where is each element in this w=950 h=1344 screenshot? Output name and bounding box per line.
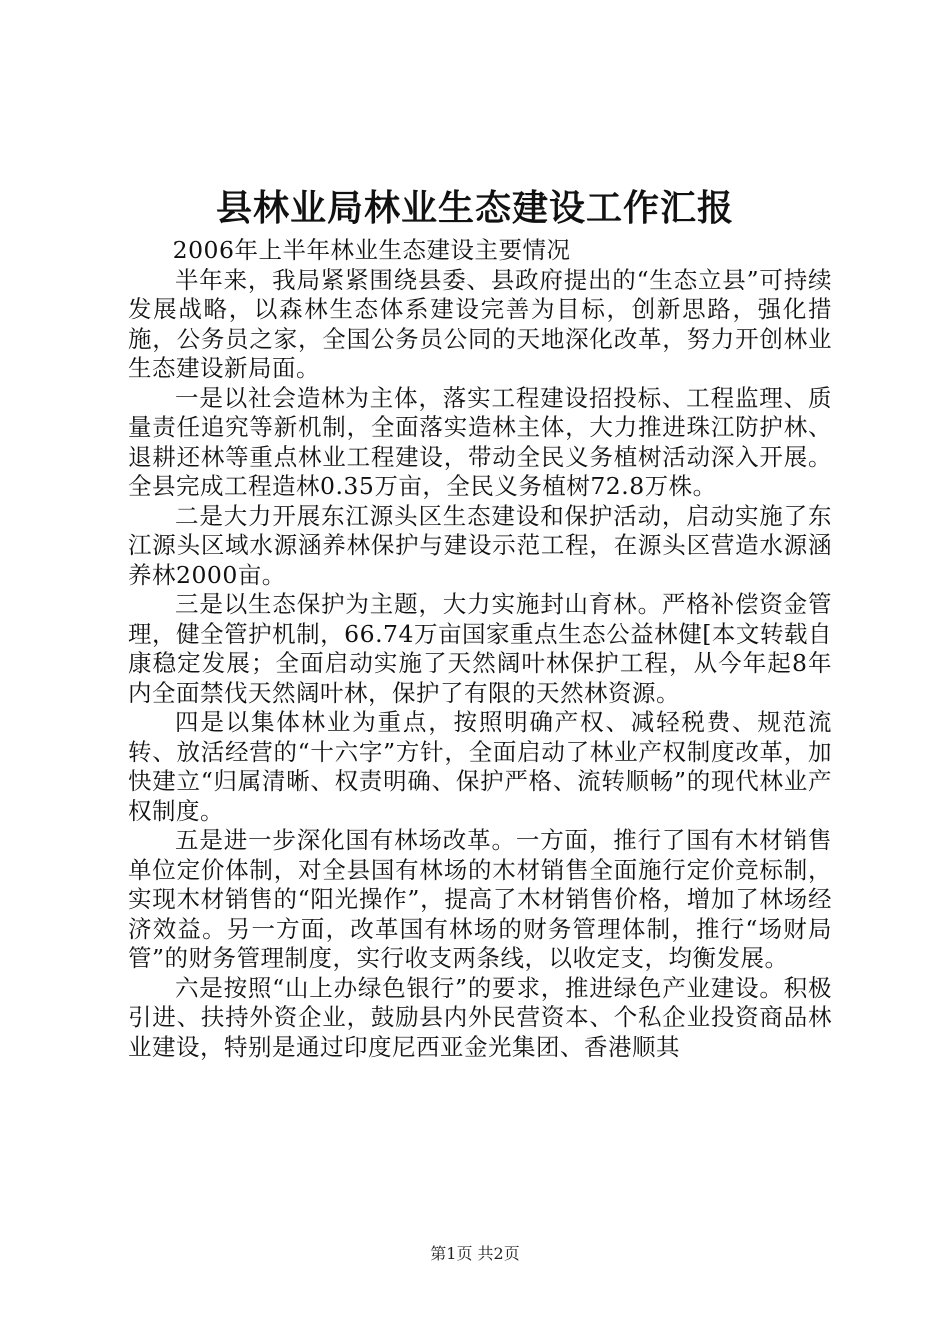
paragraph-item-5: 五是进一步深化国有林场改革。一方面，推行了国有木材销售单位定价体制，对全县国有林场的木材销售全面施行定价竞标制，实现木材销售的“阳光操作”，提高了木材销售价格，增加了林场经济效益。另一方面，改革国有林场的财务管理体制，推行“场财局管”的财务管理制度，实行收支两条线，以收定支，均衡发展。 [128,826,832,972]
paragraph-item-4: 四是以集体林业为重点，按照明确产权、减轻税费、规范流转、放活经营的“十六字”方针，全面启动了林业产权制度改革，加快建立“归属清晰、权责明确、保护严格、流转顺畅”的现代林业产权制度。 [128,708,832,825]
page-number-footer: 第1页 共2页 [430,1244,520,1263]
document-body [128,236,832,1062]
paragraph-item-3: 三是以生态保护为主题，大力实施封山育林。严格补偿资金管理，健全管护机制，66.74万亩国家重点生态公益林健[本文转载自康稳定发展；全面启动实施了天然阔叶林保护工程，从今年起8年内全面禁伐天然阔叶林，保护了有限的天然林资源。 [128,590,832,707]
paragraph-item-6: 六是按照“山上办绿色银行”的要求，推进绿色产业建设。积极引进、扶持外资企业，鼓励县内外民营资本、个私企业投资商品林业建设，特别是通过印度尼西亚金光集团、香港顺其 [128,973,832,1061]
paragraph-item-2: 二是大力开展东江源头区生态建设和保护活动，启动实施了东江源头区域水源涵养林保护与建设示范工程，在源头区营造水源涵养林2000亩。 [128,501,832,589]
paragraph-intro: 半年来，我局紧紧围绕县委、县政府提出的“生态立县”可持续发展战略，以森林生态体系建设完善为目标，创新思路，强化措施，公务员之家，全国公务员公同的天地深化改革，努力开创林业生态建设新局面。 [128,265,832,382]
section-subheading: 2006年上半年林业生态建设主要情况 [172,236,571,264]
document-title: 县林业局林业生态建设工作汇报 [215,187,734,229]
paragraph-item-1: 一是以社会造林为主体，落实工程建设招投标、工程监理、质量责任追究等新机制，全面落实造林主体，大力推进珠江防护林、退耕还林等重点林业工程建设，带动全民义务植树活动深入开展。全县完成工程造林0.35万亩，全民义务植树72.8万株。 [128,383,832,500]
